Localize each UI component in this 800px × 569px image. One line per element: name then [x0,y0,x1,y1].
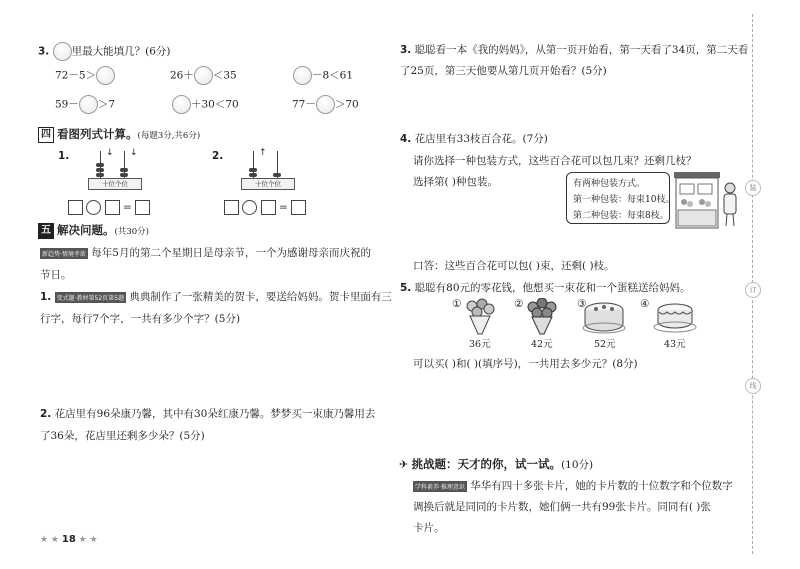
bouquet-2-icon [524,298,560,336]
item-4-price: 43元 [664,339,686,350]
r-q5-text: 聪聪有80元的零花钱，他想买一束花和一个蛋糕送给妈妈。 [414,282,691,294]
q1-number: 1. [40,291,52,303]
answer-box[interactable] [261,200,276,215]
q1-text: 典典制作了一张精美的贺卡，要送给妈妈。贺卡里面有三 [129,291,392,303]
cake-3-icon [582,300,626,334]
r-q3-line2: 了25页，第三天他要从第几页开始看？(5分) [400,65,607,77]
q3-number: 3. [38,45,50,58]
answer-box[interactable] [135,200,150,215]
challenge-line3: 卡片。 [413,522,445,534]
answer-box[interactable] [224,200,239,215]
eq-text: ＋30＜70 [191,98,239,111]
challenge-title: 挑战题：天才的你，试一试。 [411,457,562,471]
stars-left: ★ ★ [40,535,59,545]
trend-tag: 新趋势·情境孝欲 [40,248,88,259]
eq-text: ＜35 [212,69,237,82]
equals-sign: = [123,201,132,214]
side-mark-3: 线 [745,378,761,394]
bubble-line: 第一种包装：每束10枝。 [573,195,675,205]
section-5-header [38,222,149,239]
section-5-title: 解决问题。 [57,223,115,237]
answer-circle[interactable] [96,66,115,85]
answer-box[interactable] [105,200,120,215]
section-4-title: 看图列式计算。 [57,127,138,141]
r-q4-answer: 口答：这些百合花可以包( )束，还剩( )枝。 [413,260,615,272]
eq-text: 72－5＞ [55,69,97,82]
eq-text: 77－ [292,98,316,111]
answer-circle[interactable] [316,95,335,114]
section-4-score: (每题3分,共6分) [137,131,201,141]
answer-circle[interactable] [293,66,312,85]
packaging-bubble [566,172,675,224]
answer-box[interactable] [291,200,306,215]
s5-intro-line2: 节日。 [40,269,72,281]
challenge-header [399,456,593,472]
answer-circle[interactable] [194,66,213,85]
r-q3-text: 聪聪看一本《我的妈妈》，从第一页开始看，第一天看了34页，第二天看 [414,44,749,56]
abacus-1-icon: ↓ ↓ 十位个位 [88,148,140,190]
item-1-number: ① [452,298,462,310]
item-3-number: ③ [577,298,587,310]
operator-circle[interactable] [242,200,257,215]
item-2-price: 42元 [531,339,553,350]
cake-4-icon [653,300,697,334]
s5-q1-line2: 行字，每行7个字，一共有多少个字？(5分) [40,313,241,325]
side-mark-2: 订 [745,282,761,298]
eq-text: 59－ [55,98,79,111]
abacus-label: 十位个位 [88,178,142,190]
section-5-score: (共30分) [114,227,149,237]
intro-text: 每年5月的第二个星期日是母亲节，一个为感谢母亲而庆祝的 [91,247,371,259]
r-q5-line2: 可以买( )和( )(填序号)，一共用去多少元？(8分) [413,358,638,370]
eq-text: 26＋ [170,69,194,82]
r-q4-line3: 选择第( )种包装。 [413,176,499,188]
s4-item-1: 1. [58,150,70,162]
r-q4-text: 花店里有33枝百合花。(7分) [414,133,548,145]
rocket-icon: ✈ [399,458,409,471]
q3-eq-3 [293,66,353,85]
answer-circle[interactable] [172,95,191,114]
r-q5-line1 [400,280,691,295]
r-q5-number: 5. [400,282,412,294]
challenge-text: 华华有四十多张卡片，她的卡片数的十位数字和个位数字 [470,480,733,492]
q3-eq-2 [170,66,237,85]
r-q3-number: 3. [400,44,412,56]
q2-text: 花店里有96朵康乃馨，其中有30朵红康乃馨。梦梦买一束康乃馨用去 [54,408,376,420]
flower-shop-icon [672,168,744,230]
s4-formula-1 [68,200,150,215]
item-4-number: ④ [640,298,650,310]
bubble-line: 第二种包装：每束8枝。 [573,211,669,221]
page-footer [40,534,98,545]
section-4-header [38,126,200,143]
s4-item-2: 2. [212,150,224,162]
challenge-line2: 调换后就是同同的卡片数，她们俩一共有99张卡片。同同有( )张 [413,501,711,513]
stars-right: ★ ★ [78,535,98,545]
challenge-score: (10分) [561,459,594,471]
q3-prompt: 里最大能填几？(6分) [71,45,171,58]
blank-circle-icon [53,42,72,61]
q3-eq-1 [55,66,115,85]
operator-circle[interactable] [86,200,101,215]
item-2-number: ② [514,298,524,310]
eq-text: －8＜61 [312,69,354,82]
abacus-label: 十位个位 [241,178,295,190]
r-q3-line1 [400,42,748,57]
answer-circle[interactable] [79,95,98,114]
q3-eq-5 [172,95,239,114]
equals-sign: = [279,201,288,214]
item-3-price: 52元 [594,339,616,350]
side-mark-1: 装 [745,180,761,196]
q3-eq-6 [292,95,359,114]
variant-tag: 变式题·教材第52页第5题 [55,292,126,303]
r-q4-number: 4. [400,133,412,145]
s5-intro-line1 [40,245,371,260]
literacy-tag: 学科素养·推理意识 [413,481,467,492]
q3-line [38,42,171,61]
r-q4-line1 [400,131,548,146]
q2-number: 2. [40,408,52,420]
eq-text: ＞7 [97,98,116,111]
s5-q1-line1 [40,289,392,304]
section-5-icon: 五 [38,223,54,239]
page-number: 18 [61,534,76,545]
s5-q2-line1 [40,406,375,421]
bouquet-1-icon [462,298,498,336]
bubble-line: 有两种包装方式。 [573,179,646,189]
eq-text: ＞70 [334,98,359,111]
q3-eq-4 [55,95,115,114]
challenge-line1 [413,478,733,493]
s5-q2-line2: 了36朵，花店里还剩多少朵？(5分) [40,430,205,442]
s4-formula-2 [224,200,306,215]
abacus-2-icon: ↑ 十位个位 [241,148,293,190]
answer-box[interactable] [68,200,83,215]
item-1-price: 36元 [469,339,491,350]
r-q4-line2: 请你选择一种包装方式，这些百合花可以包几束？还剩几枝？ [413,155,697,167]
section-4-icon: 四 [38,127,54,143]
